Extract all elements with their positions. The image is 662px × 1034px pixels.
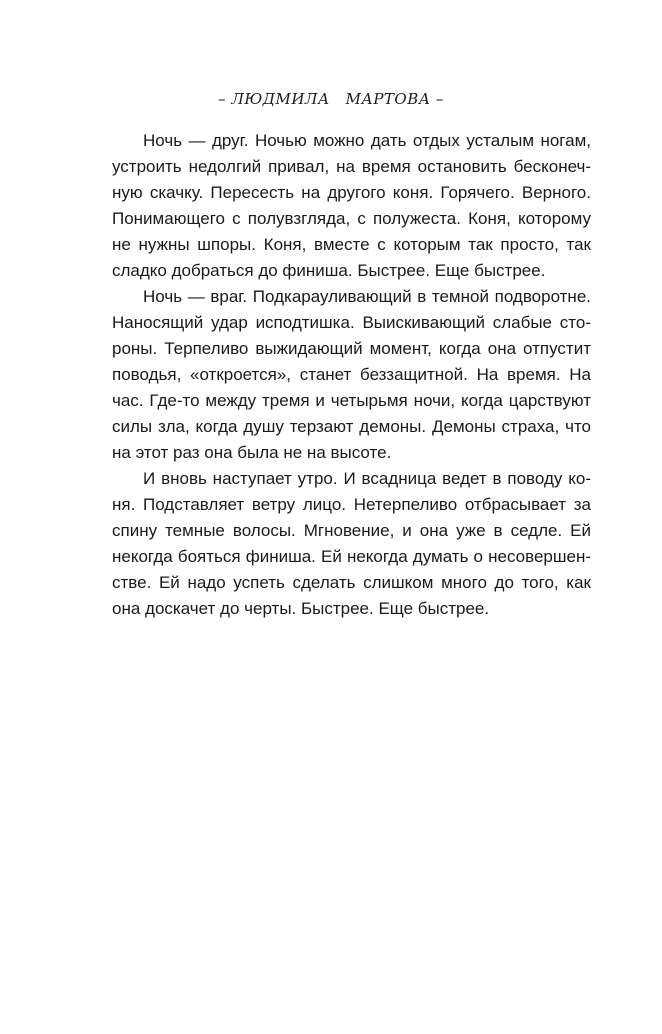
text-line: И вновь наступает утро. И всадница ведет в поводу ко-: [143, 469, 591, 488]
text-line: спину темные волосы. Мгновение, и она уже в седле. Ей: [112, 521, 591, 540]
text-line: она доскачет до черты. Быстрее. Еще быстрее.: [112, 599, 490, 618]
text-line: Ночь — друг. Ночью можно дать отдых усталым ногам,: [143, 131, 591, 150]
text-line: ня. Подставляет ветру лицо. Нетерпеливо отбрасывает за: [112, 495, 591, 514]
text-line: на этот раз она была не на высоте.: [112, 443, 392, 462]
running-head: – ЛЮДМИЛА МАРТОВА –: [218, 90, 444, 108]
text-line: стве. Ей надо успеть сделать слишком много до того, как: [112, 573, 591, 592]
text-line: поводья, «откроется», станет беззащитной. На время. На: [112, 365, 591, 384]
text-line: силы зла, когда душу терзают демоны. Демоны страха, что: [112, 417, 591, 436]
text-line: роны. Терпеливо выжидающий момент, когда она отпустит: [112, 339, 591, 358]
text-line: ную скачку. Пересесть на другого коня. Горячего. Верного.: [112, 183, 591, 202]
text-line: час. Где-то между тремя и четырьмя ночи, когда царствуют: [112, 391, 591, 410]
text-line: Понимающего с полувзгляда, с полужеста. Коня, которому: [112, 209, 591, 228]
text-line: некогда бояться финиша. Ей некогда думать о несовершен-: [112, 547, 591, 566]
text-line: не нужны шпоры. Коня, вместе с которым так просто, так: [112, 235, 591, 254]
body-text: [112, 128, 591, 622]
text-line: Ночь — враг. Подкарауливающий в темной подворотне.: [143, 287, 591, 306]
text-line: Наносящий удар исподтишка. Выискивающий слабые сто-: [112, 313, 591, 332]
text-line: устроить недолгий привал, на время остановить бесконеч-: [112, 157, 591, 176]
text-line: сладко добраться до финиша. Быстрее. Еще быстрее.: [112, 261, 546, 280]
